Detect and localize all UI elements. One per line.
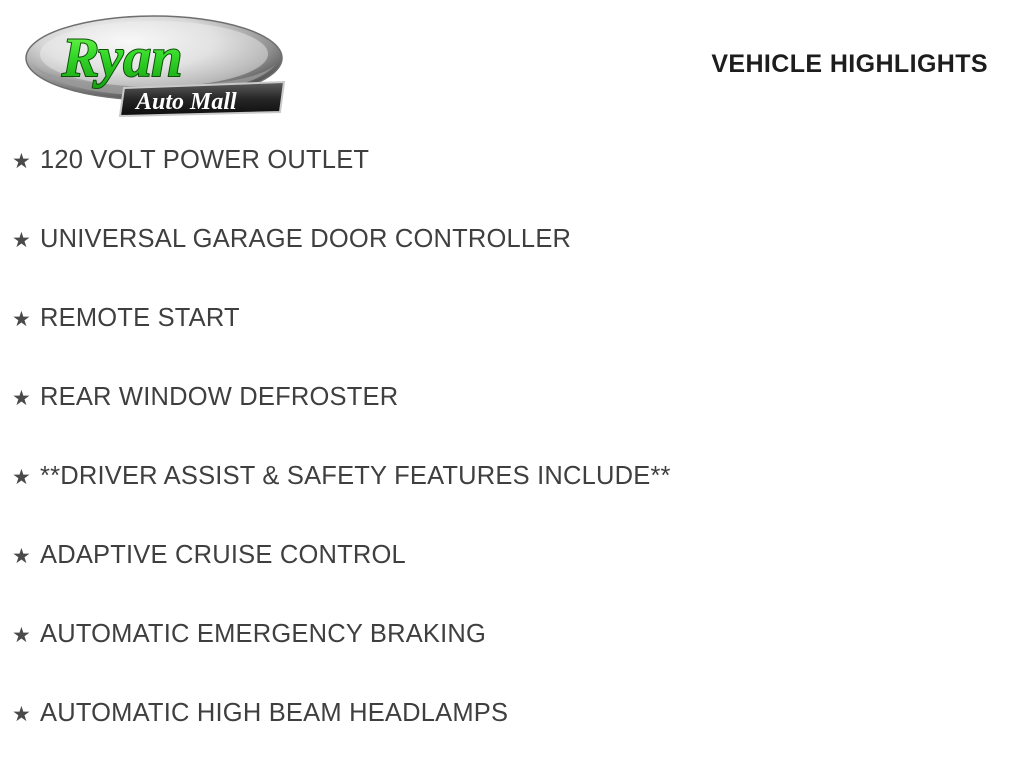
page-title: VEHICLE HIGHLIGHTS (711, 50, 988, 78)
ryan-auto-mall-logo (18, 10, 290, 118)
logo-graphic (18, 10, 290, 118)
list-item-label: REAR WINDOW DEFROSTER (40, 383, 399, 411)
star-icon: ★ (12, 703, 31, 726)
star-icon: ★ (12, 229, 31, 252)
logo-subbrand-text: Auto Mall (136, 89, 237, 115)
star-icon: ★ (12, 308, 31, 331)
star-icon: ★ (12, 466, 31, 489)
list-item-label: UNIVERSAL GARAGE DOOR CONTROLLER (40, 225, 572, 253)
list-item (0, 227, 1024, 306)
list-item (0, 148, 1024, 227)
list-item-label: REMOTE START (40, 304, 240, 332)
star-icon: ★ (12, 624, 31, 647)
star-icon: ★ (12, 150, 31, 173)
logo-plate (120, 82, 284, 116)
logo-brand-text: Ryan (62, 27, 183, 89)
list-item (0, 543, 1024, 622)
list-item-label: **DRIVER ASSIST & SAFETY FEATURES INCLUDE** (40, 462, 671, 490)
list-item (0, 464, 1024, 543)
list-item (0, 306, 1024, 385)
star-icon: ★ (12, 545, 31, 568)
list-item-label: AUTOMATIC EMERGENCY BRAKING (40, 620, 487, 648)
page-header (0, 0, 1024, 128)
list-item-label: 120 VOLT POWER OUTLET (40, 146, 370, 174)
star-icon: ★ (12, 387, 31, 410)
vehicle-highlights-list (0, 148, 1024, 780)
list-item (0, 385, 1024, 464)
list-item-label: AUTOMATIC HIGH BEAM HEADLAMPS (40, 699, 509, 727)
list-item-label: ADAPTIVE CRUISE CONTROL (40, 541, 406, 569)
list-item (0, 622, 1024, 701)
list-item (0, 701, 1024, 780)
